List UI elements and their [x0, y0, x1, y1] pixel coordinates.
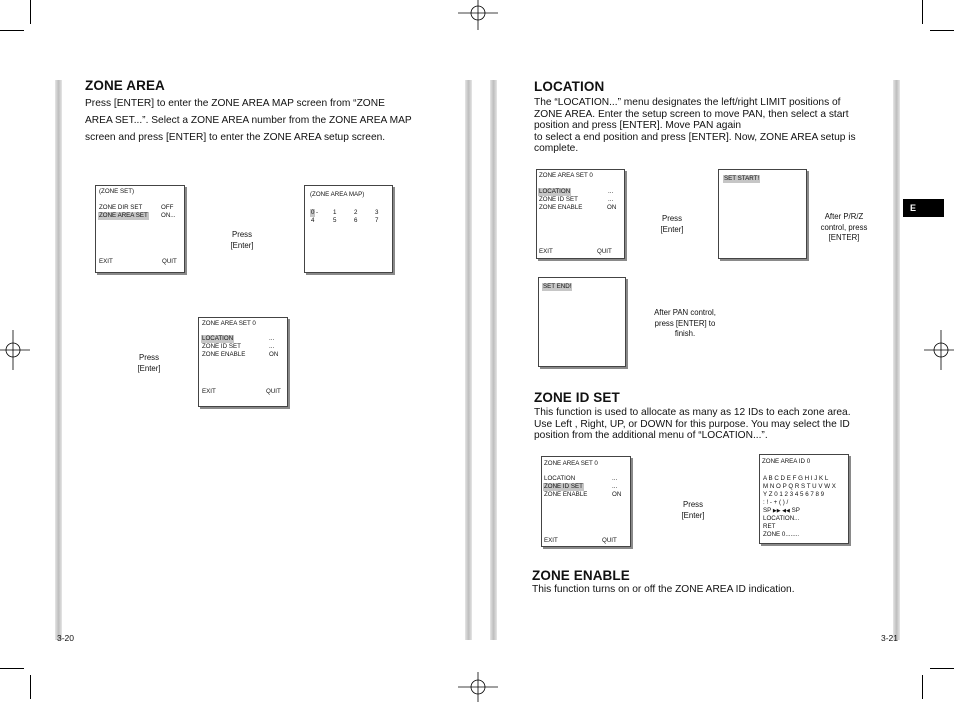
arrow-icons: ▶▶ ◀◀: [772, 508, 790, 514]
crop-mark: [922, 675, 923, 699]
right-margin-bar: [893, 80, 900, 640]
after-prz-caption: [812, 212, 876, 244]
text-line: Press [ENTER] to enter the ZONE AREA MAP screen from “ZONE: [85, 98, 385, 109]
screen-title: ZONE AREA SET 0: [544, 460, 598, 467]
menu-label-selected: LOCATION: [202, 335, 234, 342]
caption-line: Press: [232, 230, 252, 239]
menu-value: ON...: [161, 212, 176, 219]
text-line: AREA SET...”. Select a ZONE AREA number from the ZONE AREA MAP: [85, 115, 412, 126]
menu-value: ...: [612, 483, 618, 490]
menu-label: ZONE DIR SET: [99, 204, 143, 211]
zone-id-set-heading: ZONE ID SET: [534, 390, 620, 405]
text-line: screen and press [ENTER] to enter the ZONE AREA setup screen.: [85, 132, 386, 143]
set-end-screen: [538, 277, 626, 367]
press-enter-caption: [129, 353, 169, 374]
press-enter-caption: [222, 230, 262, 251]
registration-mark-icon: [0, 330, 30, 370]
zone-area-description: [85, 95, 445, 146]
char-row: A B C D E F G H I J K L: [763, 475, 829, 482]
map-cell: -: [316, 209, 319, 216]
menu-value: ...: [608, 196, 614, 203]
crop-mark: [0, 30, 24, 31]
zone-area-set-screen: [541, 456, 631, 547]
crop-mark: [930, 30, 954, 31]
crop-mark: [30, 675, 31, 699]
zone-set-screen: [95, 185, 185, 273]
binding-bar-right: [490, 80, 497, 640]
caption-line: After PAN control,: [654, 308, 716, 317]
text-line: ZONE AREA. Enter the setup screen to move PAN, then select a start: [534, 108, 849, 120]
menu-label: ZONE ID SET: [202, 343, 241, 350]
page-number-right: 3-21: [881, 633, 899, 643]
char-row: Y Z 0 1 2 3 4 5 6 7 8 9: [763, 491, 825, 498]
map-cell: 7: [375, 217, 379, 224]
text-line: Use Left , Right, UP, or DOWN for this purpose. You may select the ID: [534, 418, 850, 430]
map-cell: 3: [375, 209, 379, 216]
menu-label: ZONE ENABLE: [544, 491, 588, 498]
zone-area-set-screen: [198, 317, 288, 407]
binding-bar-left: [465, 80, 472, 640]
screen-title: (ZONE SET): [99, 188, 135, 195]
caption-line: press [ENTER] to: [654, 318, 716, 328]
menu-value: ON: [607, 204, 617, 211]
screen-title: ZONE AREA ID 0: [762, 458, 811, 465]
exit-label: EXIT: [202, 388, 216, 395]
menu-value: ...: [612, 475, 618, 482]
menu-label-selected: ZONE AREA SET: [99, 212, 148, 219]
exit-label: EXIT: [544, 537, 558, 544]
caption-line: [Enter]: [660, 224, 684, 234]
text-line: position and press [ENTER]. Move PAN again: [534, 120, 742, 132]
page-number-left: 3-20: [57, 633, 75, 643]
zone-id-value: ZONE 0........: [763, 531, 800, 538]
after-pan-caption: [645, 308, 725, 340]
caption-line: finish.: [674, 329, 696, 338]
zone-enable-description: This function turns on or off the ZONE AREA ID indication.: [532, 584, 795, 595]
caption-line: Press: [683, 500, 703, 509]
crop-mark: [922, 0, 923, 24]
char-row: M N O P Q R S T U V W X: [763, 483, 836, 490]
quit-label: QUIT: [162, 258, 177, 265]
menu-label-selected: LOCATION: [539, 188, 571, 195]
menu-value: OFF: [161, 204, 174, 211]
caption-line: Press: [139, 353, 159, 362]
text-line: The “LOCATION...” menu designates the left/right LIMIT positions of: [534, 97, 841, 108]
section-tab-e: E: [903, 199, 944, 217]
crop-mark: [930, 668, 954, 669]
text-line: This function is used to allocate as many as 12 IDs to each zone area.: [534, 407, 851, 418]
caption-line: After P/R/Z: [824, 212, 864, 221]
space-label: SP: [763, 507, 772, 514]
registration-mark-icon: [924, 330, 954, 370]
exit-label: EXIT: [99, 258, 113, 265]
set-end-text: SET END!: [543, 283, 572, 290]
menu-value: ON: [612, 491, 622, 498]
map-cell: 5: [333, 217, 337, 224]
menu-value: ON: [269, 351, 279, 358]
menu-label: LOCATION: [544, 475, 576, 482]
location-description: [534, 97, 879, 155]
char-row: : ! - + ( ) /: [763, 499, 789, 506]
set-start-text: SET START!: [724, 175, 760, 182]
screen-title: (ZONE AREA MAP): [310, 191, 365, 198]
map-cell: 4: [311, 217, 315, 224]
screen-title: ZONE AREA SET 0: [202, 320, 256, 327]
zone-enable-heading: ZONE ENABLE: [532, 568, 630, 583]
location-entry: LOCATION...: [763, 515, 800, 522]
text-line: position from the additional menu of “LOCATION...”.: [534, 430, 768, 442]
menu-label: ZONE ENABLE: [202, 351, 246, 358]
exit-label: EXIT: [539, 248, 553, 255]
menu-label: ZONE ID SET: [539, 196, 578, 203]
quit-label: QUIT: [597, 248, 612, 255]
menu-value: ...: [269, 335, 275, 342]
location-heading: LOCATION: [534, 79, 605, 94]
text-line: to select a end position and press [ENTER]. Now, ZONE AREA setup is: [534, 131, 856, 143]
set-start-screen: [718, 169, 807, 259]
zone-area-set-screen: [536, 169, 625, 259]
caption-line: control, press: [820, 222, 868, 232]
ret-entry: RET: [763, 523, 776, 530]
map-cell-selected: 0: [311, 209, 315, 216]
map-cell: 1: [333, 209, 337, 216]
space-label: SP: [791, 507, 800, 514]
menu-value: ...: [269, 343, 275, 350]
zone-area-id-screen: [759, 454, 849, 544]
zone-area-map-screen: [304, 185, 393, 273]
registration-mark-icon: [458, 672, 498, 702]
crop-mark: [0, 668, 24, 669]
zone-area-heading: ZONE AREA: [85, 78, 165, 93]
caption-line: [Enter]: [137, 363, 161, 373]
left-margin-bar: [55, 80, 62, 640]
crop-mark: [30, 0, 31, 24]
registration-mark-icon: [458, 0, 498, 30]
caption-line: [Enter]: [681, 510, 705, 520]
quit-label: QUIT: [602, 537, 617, 544]
menu-label: ZONE ENABLE: [539, 204, 583, 211]
map-cell: 2: [354, 209, 358, 216]
caption-line: [ENTER]: [828, 233, 860, 242]
menu-label-selected: ZONE ID SET: [544, 483, 583, 490]
caption-line: Press: [662, 214, 682, 223]
press-enter-caption: [650, 214, 694, 235]
menu-value: ...: [608, 188, 614, 195]
screen-title: ZONE AREA SET 0: [539, 172, 593, 179]
text-line: complete.: [534, 143, 579, 155]
press-enter-caption: [672, 500, 714, 521]
zone-id-set-description: [534, 407, 879, 442]
quit-label: QUIT: [266, 388, 281, 395]
map-cell: 6: [354, 217, 358, 224]
caption-line: [Enter]: [230, 240, 254, 250]
